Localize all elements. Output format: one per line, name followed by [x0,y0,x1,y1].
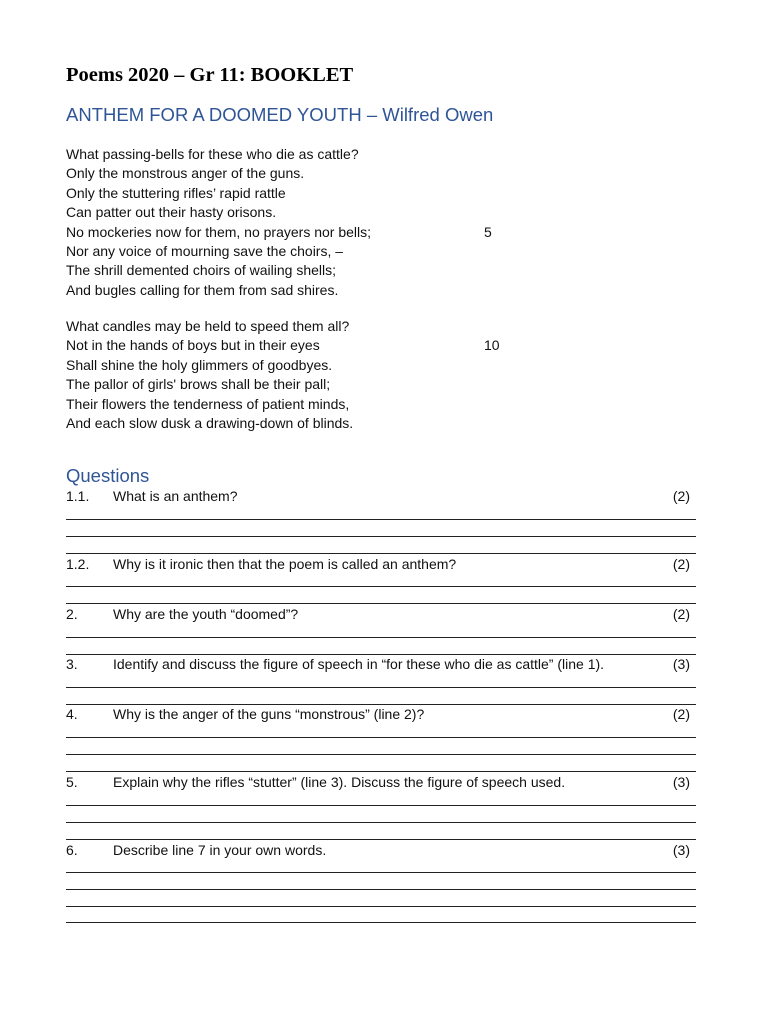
question-text: Describe line 7 in your own words. [113,842,327,858]
answer-line[interactable] [66,536,696,537]
poem-line [66,356,586,375]
question-text: Why is the anger of the guns “monstrous” (line 2)? [113,706,425,722]
question-number: 4. [66,706,78,722]
stanza-2 [66,317,586,433]
question-number: 3. [66,656,78,672]
question-marks: (2) [672,706,690,722]
question-marks: (2) [672,488,690,504]
question-number: 6. [66,842,78,858]
answer-line[interactable] [66,872,696,873]
stanza-1 [66,145,586,300]
question-number: 1.1. [66,488,90,504]
question-number: 5. [66,774,78,790]
poem-line-text: And each slow dusk a drawing-down of blinds. [66,414,354,431]
question-number: 2. [66,606,78,622]
poem-line [66,317,586,336]
answer-line[interactable] [66,553,696,554]
question-marks: (3) [672,842,690,858]
poem-line-text: Only the monstrous anger of the guns. [66,165,305,182]
question-marks: (3) [672,656,690,672]
poem-line-text: Shall shine the holy glimmers of goodbyes. [66,356,333,373]
poem-line [66,375,586,394]
poem-line [66,336,586,355]
question-number: 1.2. [66,556,90,572]
answer-line[interactable] [66,586,696,587]
question-text: Explain why the rifles “stutter” (line 3). Discuss the figure of speech used. [113,774,566,790]
answer-line[interactable] [66,519,696,520]
poem-line [66,414,586,433]
answer-line[interactable] [66,922,696,923]
answer-line[interactable] [66,839,696,840]
poem-line [66,145,586,164]
poem-line [66,281,586,300]
poem-line [66,395,586,414]
document-title: Poems 2020 – Gr 11: BOOKLET [66,64,354,86]
poem-line-text: No mockeries now for them, no prayers nor bells; [66,223,372,240]
questions-heading: Questions [66,465,150,486]
question-marks: (3) [672,774,690,790]
question-text: Identify and discuss the figure of speech in “for these who die as cattle” (line 1). [113,656,605,672]
poem-line-text: What passing-bells for these who die as cattle? [66,146,359,162]
poem-line-text: What candles may be held to speed them all? [66,318,350,334]
question-marks: (2) [672,606,690,622]
question-marks: (2) [672,556,690,572]
answer-line[interactable] [66,771,696,772]
poem-line-text: The shrill demented choirs of wailing shells; [66,262,337,279]
poem-line-text: Not in the hands of boys but in their eyes [66,337,320,354]
poem-line [66,164,586,183]
answer-line[interactable] [66,737,696,738]
answer-line[interactable] [66,906,696,907]
poem-line [66,242,586,261]
poem-heading: ANTHEM FOR A DOOMED YOUTH – Wilfred Owen [66,104,494,125]
question-text: What is an anthem? [113,488,238,504]
poem-line-text: Can patter out their hasty orisons. [66,204,277,221]
answer-line[interactable] [66,889,696,890]
poem-line [66,203,586,222]
question-text: Why are the youth “doomed”? [113,606,299,622]
line-number-10: 10 [484,337,500,354]
poem-line-text: Nor any voice of mourning save the choirs, – [66,242,344,259]
question-text: Why is it ironic then that the poem is called an anthem? [113,556,457,572]
answer-line[interactable] [66,687,696,688]
answer-line[interactable] [66,637,696,638]
poem-line [66,223,586,242]
answer-line[interactable] [66,822,696,823]
poem-line-text: The pallor of girls' brows shall be their pall; [66,376,331,393]
poem-line [66,184,586,203]
line-number-5: 5 [484,223,492,240]
answer-line[interactable] [66,805,696,806]
poem-line-text: Only the stuttering rifles’ rapid rattle [66,184,286,201]
poem-line-text: And bugles calling for them from sad shires. [66,281,339,298]
poem-line [66,261,586,280]
answer-line[interactable] [66,754,696,755]
poem-line-text: Their flowers the tenderness of patient minds, [66,395,350,412]
answer-line[interactable] [66,603,696,604]
